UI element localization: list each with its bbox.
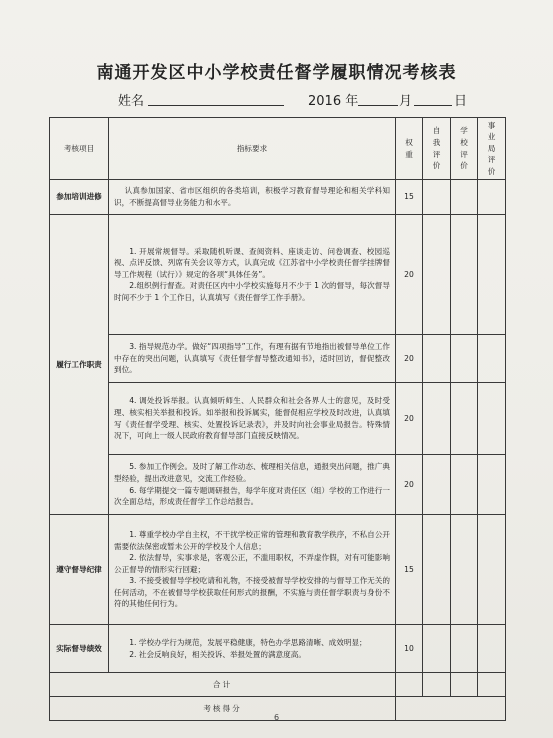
school-eval-cell[interactable] <box>451 335 478 383</box>
weight-cell: 15 <box>396 180 423 215</box>
day-label: 日 <box>454 94 468 109</box>
total-label: 合计 <box>50 673 396 697</box>
requirement-cell: 5. 参加工作例会。及时了解工作动态、梳理相关信息，通报突出问题，推广典型经验，提出改进意见，交流工作经验。 6. 每学期提交一篇专题调研报告，每学年度对责任区（组）学校的工作进行一次全面总结，形成责任督学工作总结报告。 <box>109 455 396 515</box>
year-text: 2016 年 <box>308 94 359 109</box>
requirement-cell: 4. 调处投诉举报。认真倾听师生、人民群众和社会各界人士的意见，及时受理、核实相关举报和投诉。如举报和投诉属实，能督促相应学校及时改进，认真填写《责任督学受理、核实、处置投诉记录表》，并及时向社会事业局报告。特殊情况下，可向上一级人民政府教育督导部门直接反映情况。 <box>109 383 396 455</box>
school-eval-cell[interactable] <box>451 215 478 335</box>
requirement-cell: 1. 开展常规督导。采取随机听课、查阅资料、座谈走访、问卷调查、校园巡视、点评反馈、列席有关会议等方式，认真完成《江苏省中小学校责任督学挂牌督导工作规程（试行）》规定的各项“具体任务”。 2.组织例行督查。对责任区内中小学校实施每月不少于 1 次的督导，每次督导时间不少于 1 个工作日，认真填写《责任督学工作手册》。 <box>109 215 396 335</box>
weight-cell: 10 <box>396 625 423 673</box>
self-eval-cell[interactable] <box>423 455 451 515</box>
header-bureau-eval: 事业局评价 <box>478 118 506 180</box>
weight-cell: 20 <box>396 455 423 515</box>
requirement-cell: 认真参加国家、省市区组织的各类培训，积极学习教育督导理论和相关学科知识，不断提高督导业务能力和水平。 <box>109 180 396 215</box>
self-eval-cell[interactable] <box>423 180 451 215</box>
school-eval-cell[interactable] <box>451 455 478 515</box>
header-self-eval: 自我评价 <box>423 118 451 180</box>
table-row <box>50 625 506 673</box>
requirement-cell: 3. 指导规范办学。做好“四项指导”工作，有理有据有节地指出被督导单位工作中存在的突出问题，认真填写《责任督学督导整改通知书》，适时回访，督促整改到位。 <box>109 335 396 383</box>
weight-cell: 15 <box>396 515 423 625</box>
table-row <box>50 383 506 455</box>
name-label: 姓名 <box>118 94 145 109</box>
score-label: 考核得分 <box>50 697 396 721</box>
self-eval-cell[interactable] <box>423 515 451 625</box>
school-eval-cell[interactable] <box>451 180 478 215</box>
total-bureau-cell[interactable] <box>478 673 506 697</box>
day-blank <box>414 105 452 106</box>
category-cell: 实际督导绩效 <box>50 625 109 673</box>
bureau-eval-cell[interactable] <box>478 455 506 515</box>
month-label: 月 <box>399 94 413 109</box>
category-cell: 参加培训进修 <box>50 180 109 215</box>
table-row <box>50 515 506 625</box>
self-eval-cell[interactable] <box>423 215 451 335</box>
requirement-cell: 1. 尊重学校办学自主权，不干扰学校正常的管理和教育教学秩序，不私自公开需要依法保密或暂未公开的学校及个人信息； 2. 依法督导，实事求是，客观公正，不滥用职权，不弄虚作假，对有可能影响公正督导的情形实行回避； 3. 不接受被督导学校吃请和礼物，不接受被督导学校安排的与督导工作无关的任何活动，不在被督导学校获取任何形式的报酬，不实施与责任督学职责与身份不符的其他任何行为。 <box>109 515 396 625</box>
header-fill-line <box>118 90 478 108</box>
header-school-eval: 学校评价 <box>451 118 478 180</box>
total-school-cell[interactable] <box>451 673 478 697</box>
name-blank <box>148 105 284 106</box>
page-number: 6 <box>273 713 280 722</box>
school-eval-cell[interactable] <box>451 383 478 455</box>
self-eval-cell[interactable] <box>423 383 451 455</box>
table-row <box>50 180 506 215</box>
weight-cell: 20 <box>396 335 423 383</box>
self-eval-cell[interactable] <box>423 625 451 673</box>
month-blank <box>358 105 398 106</box>
bureau-eval-cell[interactable] <box>478 215 506 335</box>
total-self-cell[interactable] <box>423 673 451 697</box>
bureau-eval-cell[interactable] <box>478 335 506 383</box>
weight-cell: 20 <box>396 215 423 335</box>
category-cell: 遵守督导纪律 <box>50 515 109 625</box>
category-cell: 履行工作职责 <box>50 215 109 515</box>
bureau-eval-cell[interactable] <box>478 180 506 215</box>
assessment-table <box>49 117 506 721</box>
school-eval-cell[interactable] <box>451 515 478 625</box>
weight-cell: 20 <box>396 383 423 455</box>
requirement-cell: 1. 学校办学行为规范，发展平稳健康，特色办学思路清晰、成效明显； 2. 社会反响良好，相关投诉、举报处置的满意度高。 <box>109 625 396 673</box>
table-row <box>50 215 506 335</box>
header-row <box>50 118 506 180</box>
total-weight-cell[interactable] <box>396 673 423 697</box>
document-title: 南通开发区中小学校责任督学履职情况考核表 <box>96 63 457 83</box>
table-row <box>50 335 506 383</box>
header-item: 考核项目 <box>50 118 109 180</box>
self-eval-cell[interactable] <box>423 335 451 383</box>
bureau-eval-cell[interactable] <box>478 515 506 625</box>
header-weight: 权重 <box>396 118 423 180</box>
bureau-eval-cell[interactable] <box>478 625 506 673</box>
school-eval-cell[interactable] <box>451 625 478 673</box>
total-row <box>50 673 506 697</box>
bureau-eval-cell[interactable] <box>478 383 506 455</box>
table-row <box>50 455 506 515</box>
header-requirement: 指标要求 <box>109 118 396 180</box>
